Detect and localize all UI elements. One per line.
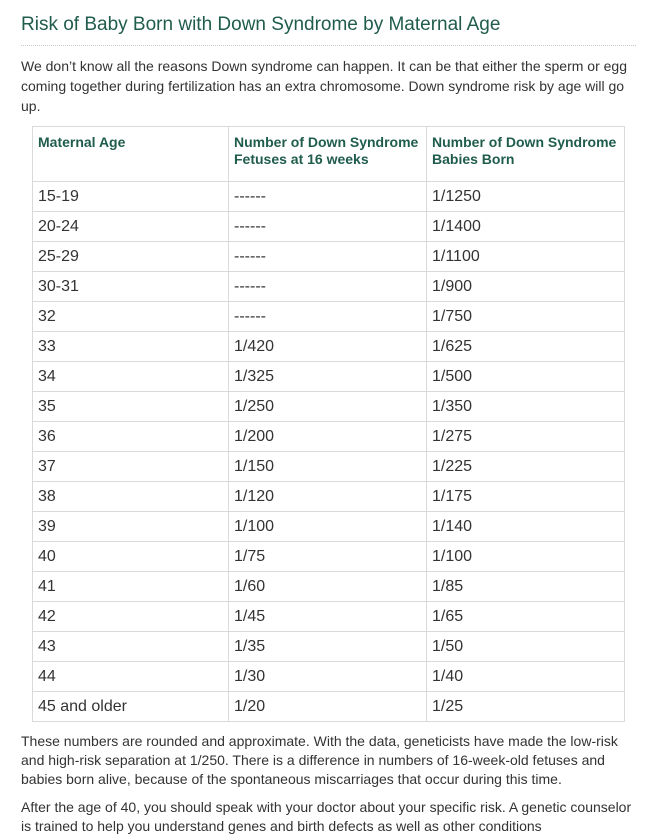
cell-maternal-age: 30-31 xyxy=(33,272,229,302)
cell-fetuses-16-weeks: 1/100 xyxy=(229,512,427,542)
cell-babies-born: 1/140 xyxy=(427,512,625,542)
header-maternal-age: Maternal Age xyxy=(33,127,229,182)
cell-fetuses-16-weeks: ------ xyxy=(229,182,427,212)
cell-maternal-age: 41 xyxy=(33,572,229,602)
cell-fetuses-16-weeks: 1/35 xyxy=(229,632,427,662)
cell-babies-born: 1/500 xyxy=(427,362,625,392)
cell-babies-born: 1/50 xyxy=(427,632,625,662)
cell-maternal-age: 32 xyxy=(33,302,229,332)
cell-babies-born: 1/900 xyxy=(427,272,625,302)
cell-fetuses-16-weeks: 1/45 xyxy=(229,602,427,632)
table-row xyxy=(33,392,625,422)
table-row xyxy=(33,362,625,392)
cell-babies-born: 1/65 xyxy=(427,602,625,632)
table-row xyxy=(33,482,625,512)
table-row xyxy=(33,632,625,662)
cell-maternal-age: 42 xyxy=(33,602,229,632)
header-babies-born: Number of Down Syndrome Babies Born xyxy=(427,127,625,182)
cell-fetuses-16-weeks: 1/200 xyxy=(229,422,427,452)
table-row xyxy=(33,662,625,692)
cell-babies-born: 1/625 xyxy=(427,332,625,362)
table-row xyxy=(33,302,625,332)
cell-babies-born: 1/40 xyxy=(427,662,625,692)
cell-babies-born: 1/750 xyxy=(427,302,625,332)
table-row xyxy=(33,452,625,482)
cell-fetuses-16-weeks: 1/420 xyxy=(229,332,427,362)
table-row xyxy=(33,692,625,722)
cell-fetuses-16-weeks: 1/150 xyxy=(229,452,427,482)
cell-fetuses-16-weeks: ------ xyxy=(229,212,427,242)
advice-paragraph: After the age of 40, you should speak with your doctor about your specific risk. A genetic counselor is trained to help you understand genes and birth defects as well as other conditions xyxy=(21,799,632,834)
cell-fetuses-16-weeks: 1/325 xyxy=(229,362,427,392)
cell-babies-born: 1/275 xyxy=(427,422,625,452)
cell-fetuses-16-weeks: 1/250 xyxy=(229,392,427,422)
cell-fetuses-16-weeks: 1/30 xyxy=(229,662,427,692)
cell-fetuses-16-weeks: 1/120 xyxy=(229,482,427,512)
cell-babies-born: 1/1100 xyxy=(427,242,625,272)
cell-babies-born: 1/1250 xyxy=(427,182,625,212)
cell-babies-born: 1/1400 xyxy=(427,212,625,242)
cell-maternal-age: 38 xyxy=(33,482,229,512)
page-title: Risk of Baby Born with Down Syndrome by Maternal Age xyxy=(21,14,501,35)
cell-maternal-age: 43 xyxy=(33,632,229,662)
cell-fetuses-16-weeks: ------ xyxy=(229,242,427,272)
table-row xyxy=(33,422,625,452)
title-divider xyxy=(21,45,636,46)
cell-maternal-age: 35 xyxy=(33,392,229,422)
cell-babies-born: 1/175 xyxy=(427,482,625,512)
table-row xyxy=(33,272,625,302)
cell-babies-born: 1/225 xyxy=(427,452,625,482)
cell-maternal-age: 15-19 xyxy=(33,182,229,212)
cell-fetuses-16-weeks: 1/60 xyxy=(229,572,427,602)
table-row xyxy=(33,542,625,572)
cell-maternal-age: 37 xyxy=(33,452,229,482)
table-row xyxy=(33,512,625,542)
table-row xyxy=(33,182,625,212)
cell-maternal-age: 25-29 xyxy=(33,242,229,272)
cell-maternal-age: 39 xyxy=(33,512,229,542)
cell-maternal-age: 33 xyxy=(33,332,229,362)
table-row xyxy=(33,572,625,602)
cell-maternal-age: 40 xyxy=(33,542,229,572)
cell-fetuses-16-weeks: 1/75 xyxy=(229,542,427,572)
table-row xyxy=(33,602,625,632)
table-row xyxy=(33,212,625,242)
note-paragraph: These numbers are rounded and approximate. With the data, geneticists have made the low-risk and high-risk separation at 1/250. There is a difference in numbers of 16-week-old fetuses and babies born alive, because of the spontaneous miscarriages that occur during this time. xyxy=(21,733,618,787)
cell-maternal-age: 45 and older xyxy=(33,692,229,722)
header-fetuses-16-weeks: Number of Down Syndrome Fetuses at 16 weeks xyxy=(229,127,427,182)
cell-maternal-age: 20-24 xyxy=(33,212,229,242)
article xyxy=(21,0,636,836)
table-row xyxy=(33,242,625,272)
cell-maternal-age: 34 xyxy=(33,362,229,392)
table-header-row xyxy=(33,127,625,182)
cell-babies-born: 1/350 xyxy=(427,392,625,422)
intro-paragraph: We don’t know all the reasons Down syndrome can happen. It can be that either the sperm or egg coming together during fertilization has an extra chromosome. Down syndrome risk by age will go up. xyxy=(21,58,627,114)
cell-babies-born: 1/85 xyxy=(427,572,625,602)
cell-fetuses-16-weeks: ------ xyxy=(229,302,427,332)
risk-table xyxy=(32,126,625,722)
cell-babies-born: 1/100 xyxy=(427,542,625,572)
cell-fetuses-16-weeks: 1/20 xyxy=(229,692,427,722)
cell-babies-born: 1/25 xyxy=(427,692,625,722)
cell-maternal-age: 36 xyxy=(33,422,229,452)
table-row xyxy=(33,332,625,362)
cell-maternal-age: 44 xyxy=(33,662,229,692)
cell-fetuses-16-weeks: ------ xyxy=(229,272,427,302)
table-body xyxy=(33,182,625,722)
